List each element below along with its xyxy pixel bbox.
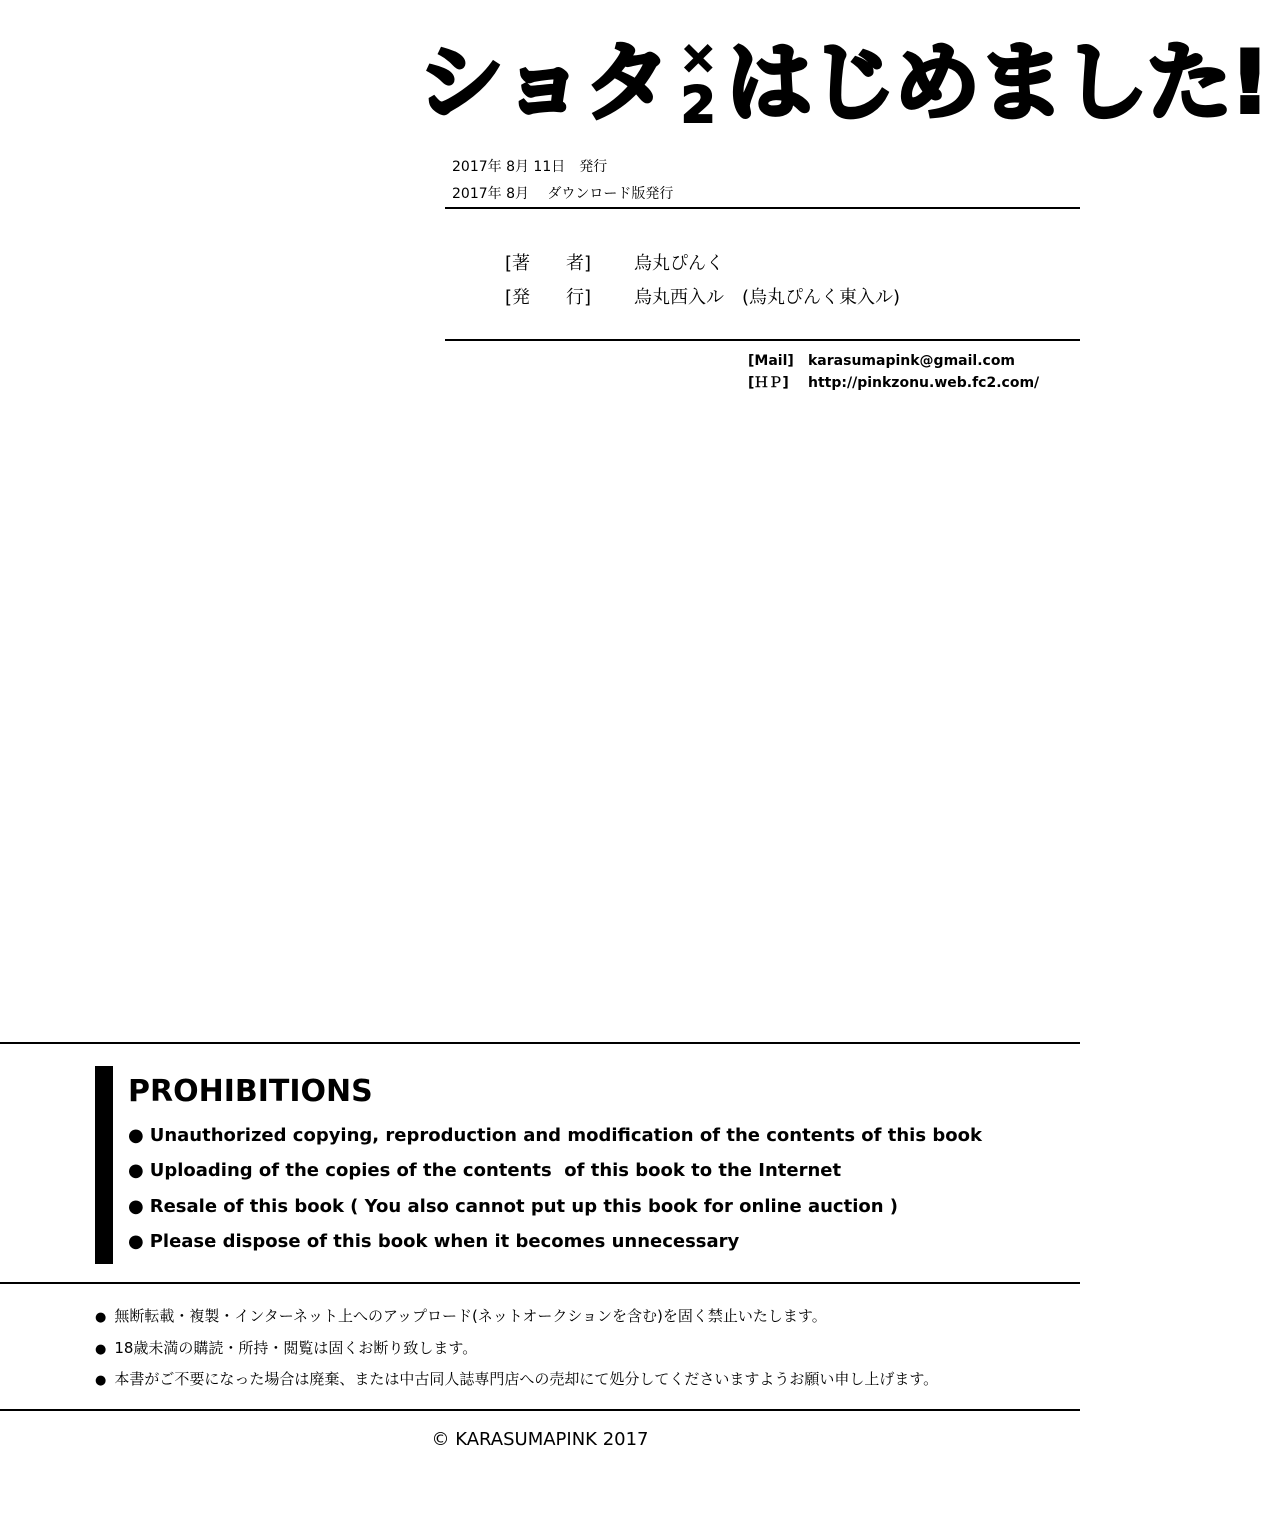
prohibition-item (128, 1159, 841, 1183)
bullet-icon: ● (128, 1196, 144, 1217)
notice-text: 無断転載・複製・インターネット上へのアップロード(ネットオークションを含む)を固く禁止いたします。 (114, 1307, 827, 1325)
prohibitions-heading: PROHIBITIONS (128, 1074, 373, 1109)
homepage-label: [ＨＰ] (748, 375, 789, 391)
divider (445, 207, 1080, 209)
download-release-date: 2017年 8月 ダウンロード版発行 (452, 186, 674, 202)
notice-text: 18歳未満の購読・所持・閲覧は固くお断り致します。 (114, 1339, 478, 1357)
mail-label: [Mail] (748, 353, 794, 369)
divider (0, 1042, 1080, 1044)
prohibition-text: Uploading of the copies of the contents of this book to the Internet (149, 1160, 842, 1181)
publisher-name: 烏丸西入ル (烏丸ぴんく東入ル) (634, 287, 901, 308)
notice-item (95, 1337, 477, 1361)
prohibitions-accent-bar (95, 1066, 113, 1264)
bullet-icon: ● (95, 1342, 107, 1357)
divider (0, 1282, 1080, 1284)
prohibition-text: Resale of this book ( You also cannot put up this book for online auction ) (149, 1196, 899, 1217)
bullet-icon: ● (95, 1310, 107, 1325)
author-label: [著 者] (505, 253, 592, 274)
title-two-digit: 2 (680, 76, 716, 134)
notice-item (95, 1368, 938, 1392)
title-text-main: ショタ (418, 33, 669, 133)
homepage-url: http://pinkzonu.web.fc2.com/ (808, 375, 1040, 391)
author-name: 烏丸ぴんく (634, 253, 724, 274)
mail-address: karasumapink@gmail.com (808, 353, 1016, 369)
publisher-label: [発 行] (505, 287, 592, 308)
divider (0, 1409, 1080, 1411)
bullet-icon: ● (95, 1373, 107, 1388)
release-date: 2017年 8月 11日 発行 (452, 159, 608, 175)
copyright-notice: © KARASUMAPINK 2017 (431, 1429, 649, 1450)
bullet-icon: ● (128, 1231, 144, 1252)
bullet-icon: ● (128, 1160, 144, 1181)
book-title (418, 28, 1268, 140)
prohibition-item (128, 1124, 982, 1148)
prohibition-item (128, 1230, 739, 1254)
prohibition-item (128, 1195, 898, 1219)
prohibition-text: Unauthorized copying, reproduction and modification of the contents of this book (149, 1125, 982, 1146)
notice-text: 本書がご不要になった場合は廃棄、または中古同人誌専門店への売却にて処分してくださいますようお願い申し上げます。 (114, 1370, 939, 1388)
bullet-icon: ● (128, 1125, 144, 1146)
title-text-suffix: はじめました! (726, 33, 1268, 133)
title-times-sign: × (679, 32, 717, 83)
title-times-two-mark (672, 28, 720, 138)
divider (445, 339, 1080, 341)
prohibition-text: Please dispose of this book when it becomes unnecessary (149, 1231, 740, 1252)
notice-item (95, 1305, 827, 1329)
